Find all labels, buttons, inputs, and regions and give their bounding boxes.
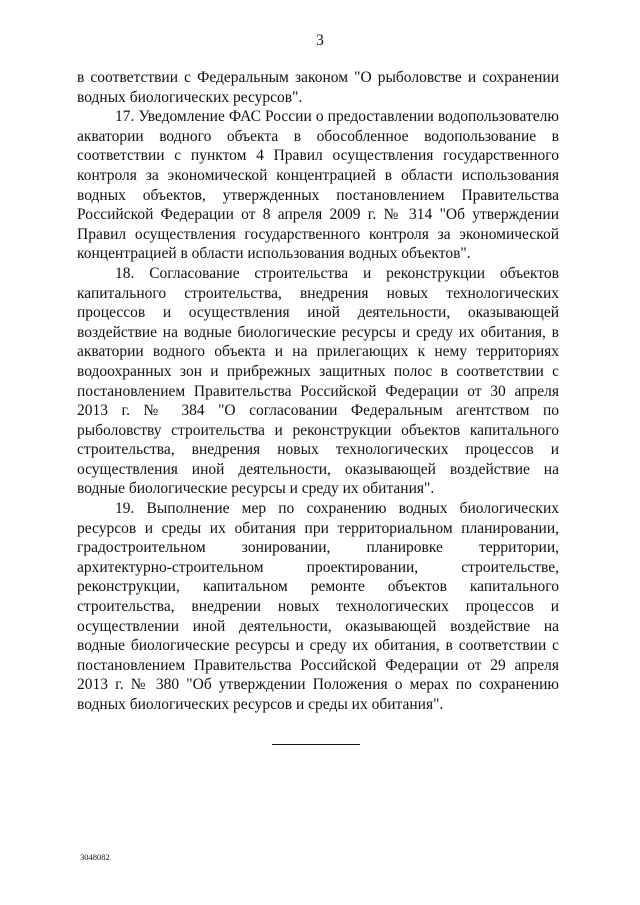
end-separator-line xyxy=(272,744,360,745)
paragraph-item-19: 19. Выполнение мер по сохранению водных биологических ресурсов и среды их обитания при территориальном планировании, градостроительном зонировании, планировке территории, архитектурно-строительном проектировании, строительстве, реконструкции, капитальном ремонте объектов капитального строительства, внедрении новых технологических процессов и осуществлении иной деятельности, оказывающей воздействие на водные биологические ресурсы и среду их обитания, в соответствии с постановлением Правительства Российской Федерации от 29 апреля 2013 г. № 380 "Об утверждении Положения о мерах по сохранению водных биологических ресурсов и среды их обитания". xyxy=(77,500,559,713)
document-code: 3048082 xyxy=(80,852,110,862)
paragraph-item-17: 17. Уведомление ФАС России о предоставлении водопользователю акватории водного объекта в обособленное водопользование в соответствии с пунктом 4 Правил осуществления государственного контроля за экономической концентрацией в области использования водных объектов, утвержденных постановлением Правительства Российской Федерации от 8 апреля 2009 г. № 314 "Об утверждении Правил осуществления государственного контроля за экономической концентрацией в области использования водных объектов". xyxy=(77,108,559,263)
document-body xyxy=(77,68,559,715)
paragraph-item-18: 18. Согласование строительства и реконструкции объектов капитального строительства, внедрения новых технологических процессов и осуществления иной деятельности, оказывающей воздействие на водные биологические ресурсы и среду их обитания, в акватории водного объекта и на прилегающих к нему территориях водоохранных зон и прибрежных защитных полос в соответствии с постановлением Правительства Российской Федерации от 30 апреля 2013 г. № 384 "О согласовании Федеральным агентством по рыболовству строительства и реконструкции объектов капитального строительства, внедрения новых технологических процессов и осуществления иной деятельности, оказывающей воздействие на водные биологические ресурсы и среду их обитания". xyxy=(77,264,559,498)
paragraph-continuation: в соответствии с Федеральным законом "О рыболовстве и сохранении водных биологических ресурсов". xyxy=(77,69,559,106)
page-number: 3 xyxy=(316,32,324,49)
